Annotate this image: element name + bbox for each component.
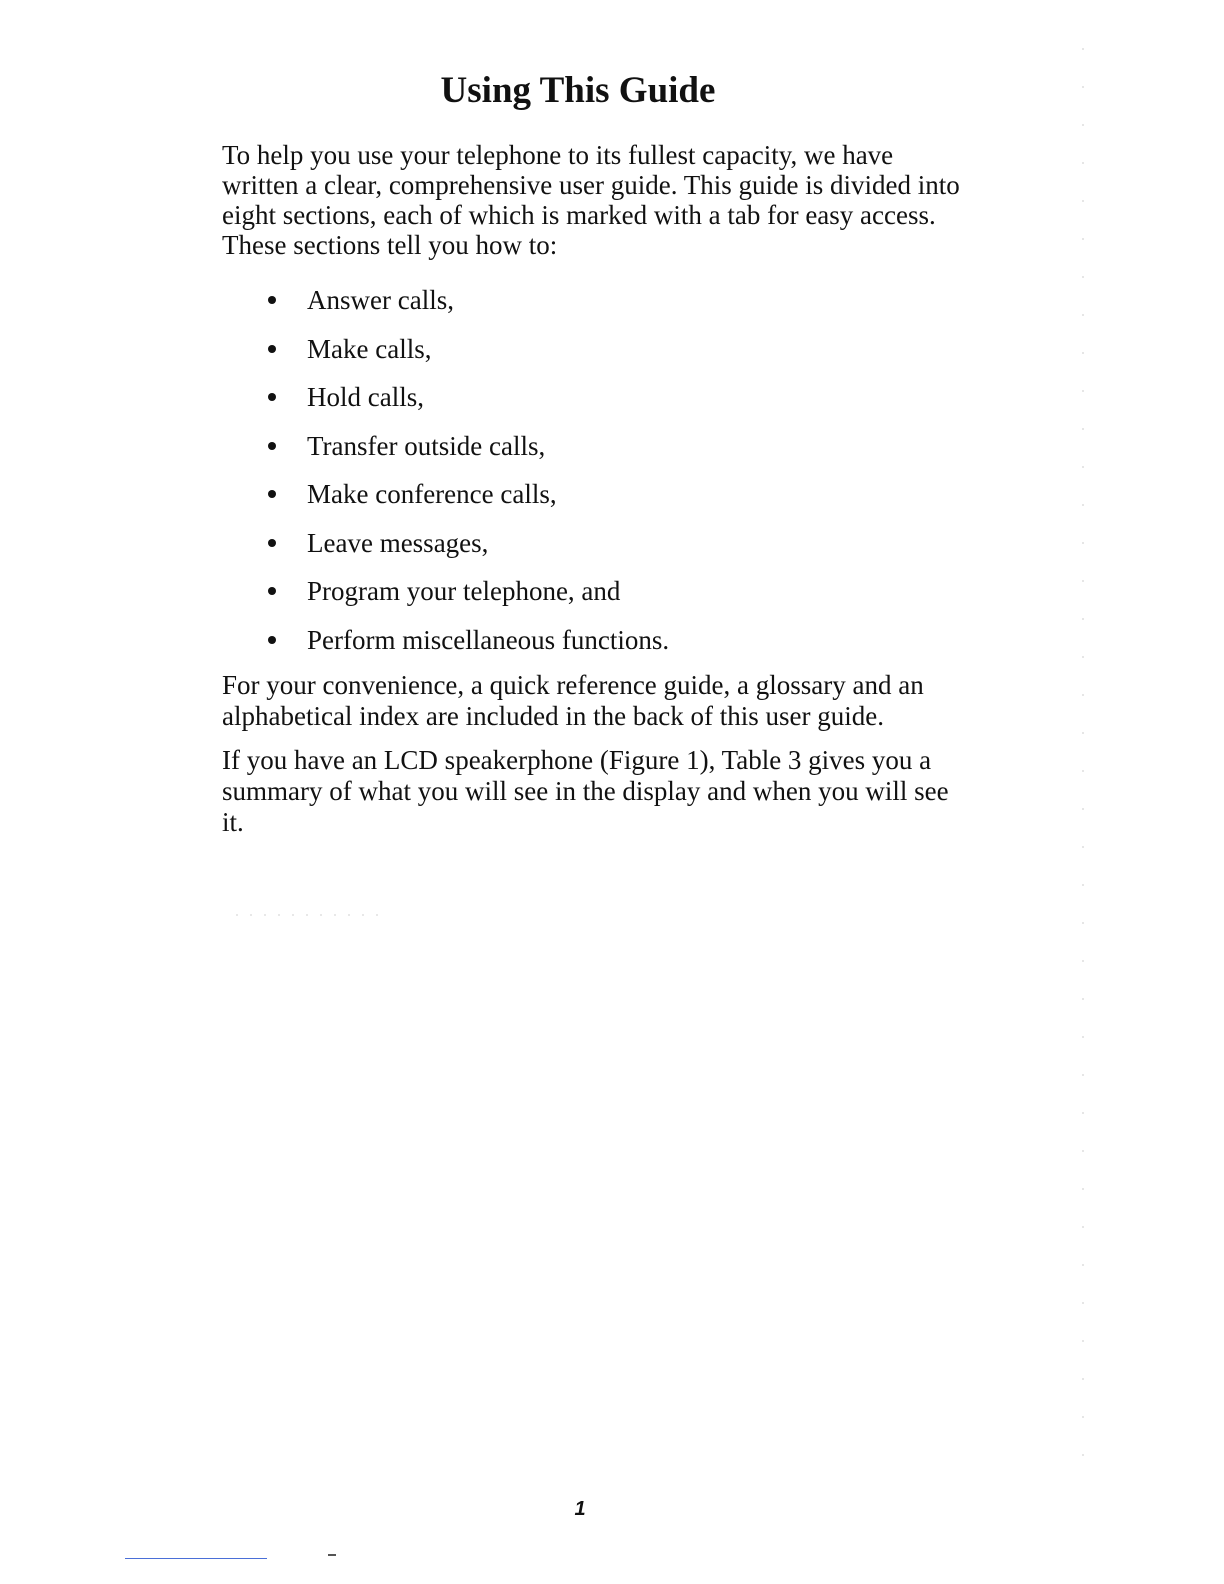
list-item (222, 382, 962, 431)
list-item-text: Leave messages, (307, 527, 489, 558)
list-item-text: Make conference calls, (307, 479, 557, 509)
footer-rule (125, 1558, 267, 1559)
intro-paragraph: To help you use your telephone to its fullest capacity, we have written a clear, comprehensive user guide. This guide is divided into eight sections, each of which is marked with a tab for easy access. These sections tell you how to: (222, 140, 960, 260)
list-item-text: Hold calls, (307, 382, 424, 412)
bullet-icon (268, 442, 276, 450)
list-item (222, 479, 962, 528)
page-title: Using This Guide (440, 70, 716, 111)
list-item-text: Transfer outside calls, (307, 430, 546, 461)
sections-list (222, 285, 962, 673)
lcd-paragraph: If you have an LCD speakerphone (Figure 1), Table 3 gives you a summary of what you will see in the display and when you will see it. (222, 745, 949, 837)
list-item-text: Make calls, (307, 333, 432, 364)
bullet-icon (268, 345, 276, 353)
bullet-icon (268, 296, 276, 304)
scan-specks-artifact (230, 912, 390, 918)
page-number: 1 (574, 1498, 586, 1520)
footer-mark (328, 1554, 336, 1556)
list-item (222, 431, 962, 480)
list-item (222, 528, 962, 577)
bullet-icon (268, 636, 276, 644)
list-item-text: Program your telephone, and (307, 576, 621, 606)
list-item (222, 285, 962, 334)
bullet-icon (268, 490, 276, 498)
bullet-icon (268, 393, 276, 401)
list-item-text: Answer calls, (307, 285, 454, 315)
bullet-icon (268, 587, 276, 595)
list-item (222, 576, 962, 625)
list-item-text: Perform miscellaneous functions. (307, 624, 670, 655)
reference-paragraph: For your convenience, a quick reference guide, a glossary and an alphabetical index are included in the back of this user guide. (222, 670, 924, 731)
bullet-icon (268, 539, 276, 547)
list-item (222, 625, 962, 674)
list-item (222, 334, 962, 383)
scan-edge-artifact (1080, 30, 1086, 1490)
